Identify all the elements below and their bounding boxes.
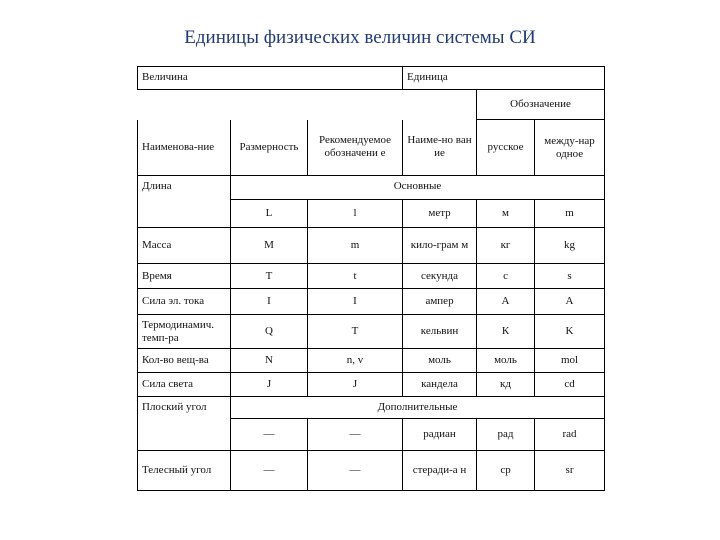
- table-row: [138, 228, 605, 264]
- cell-dimension: —: [231, 451, 308, 491]
- header-row-3: [138, 120, 605, 176]
- cell-russian: моль: [477, 349, 535, 373]
- cell-dimension: T: [231, 264, 308, 289]
- cell-russian: кд: [477, 373, 535, 397]
- header-designation: Обозначение: [477, 90, 605, 120]
- cell-russian: рад: [477, 419, 535, 451]
- cell-unit-name: ампер: [403, 289, 477, 315]
- cell-dimension: N: [231, 349, 308, 373]
- cell-symbol: J: [308, 373, 403, 397]
- row-name: Сила эл. тока: [138, 289, 231, 315]
- cell-symbol: —: [308, 451, 403, 491]
- cell-symbol: t: [308, 264, 403, 289]
- header-unit: Единица: [403, 67, 605, 90]
- header-spacer: [138, 90, 477, 120]
- cell-international: kg: [535, 228, 605, 264]
- cell-international: mol: [535, 349, 605, 373]
- row-name: Время: [138, 264, 231, 289]
- cell-unit-name: секунда: [403, 264, 477, 289]
- table-row: [138, 315, 605, 349]
- cell-unit-name: радиан: [403, 419, 477, 451]
- cell-russian: с: [477, 264, 535, 289]
- cell-dimension: I: [231, 289, 308, 315]
- cell-international: rad: [535, 419, 605, 451]
- header-international: между-нар одное: [535, 120, 605, 176]
- row-name: Длина: [138, 176, 231, 228]
- cell-international: K: [535, 315, 605, 349]
- cell-dimension: —: [231, 419, 308, 451]
- page-title: Единицы физических величин системы СИ: [184, 27, 536, 48]
- section-basic: Основные: [231, 176, 605, 200]
- table-row: [138, 349, 605, 373]
- cell-symbol: l: [308, 200, 403, 228]
- cell-russian: ср: [477, 451, 535, 491]
- cell-symbol: m: [308, 228, 403, 264]
- cell-russian: кг: [477, 228, 535, 264]
- row-name: Масса: [138, 228, 231, 264]
- cell-symbol: n, v: [308, 349, 403, 373]
- row-name: Телесный угол: [138, 451, 231, 491]
- row-name: Термодинамич. темп-ра: [138, 315, 231, 349]
- row-name: Плоский угол: [138, 397, 231, 451]
- section-additional-row: [138, 397, 605, 419]
- cell-unit-name: кандела: [403, 373, 477, 397]
- section-additional: Дополнительные: [231, 397, 605, 419]
- cell-international: cd: [535, 373, 605, 397]
- header-quantity: Величина: [138, 67, 403, 90]
- cell-unit-name: метр: [403, 200, 477, 228]
- header-row-2: [138, 90, 605, 120]
- section-basic-row: [138, 176, 605, 200]
- cell-russian: А: [477, 289, 535, 315]
- cell-dimension: Q: [231, 315, 308, 349]
- cell-international: A: [535, 289, 605, 315]
- cell-russian: К: [477, 315, 535, 349]
- table-row: [138, 373, 605, 397]
- cell-symbol: T: [308, 315, 403, 349]
- table-row: [138, 264, 605, 289]
- cell-symbol: —: [308, 419, 403, 451]
- cell-unit-name: стеради-а н: [403, 451, 477, 491]
- table-row: [138, 451, 605, 491]
- cell-russian: м: [477, 200, 535, 228]
- cell-unit-name: моль: [403, 349, 477, 373]
- cell-international: s: [535, 264, 605, 289]
- cell-dimension: M: [231, 228, 308, 264]
- cell-international: sr: [535, 451, 605, 491]
- header-name: Наименова-ние: [138, 120, 231, 176]
- cell-unit-name: кило-грам м: [403, 228, 477, 264]
- header-recommended: Рекомендуемое обозначени е: [308, 120, 403, 176]
- cell-international: m: [535, 200, 605, 228]
- cell-dimension: L: [231, 200, 308, 228]
- header-unit-name: Наиме-но ван ие: [403, 120, 477, 176]
- si-units-table: [137, 66, 605, 491]
- cell-dimension: J: [231, 373, 308, 397]
- row-name: Кол-во вещ-ва: [138, 349, 231, 373]
- header-russian: русское: [477, 120, 535, 176]
- table-row: [138, 289, 605, 315]
- header-row-1: [138, 67, 605, 90]
- row-name: Сила света: [138, 373, 231, 397]
- cell-symbol: I: [308, 289, 403, 315]
- cell-unit-name: кельвин: [403, 315, 477, 349]
- header-dimension: Размерность: [231, 120, 308, 176]
